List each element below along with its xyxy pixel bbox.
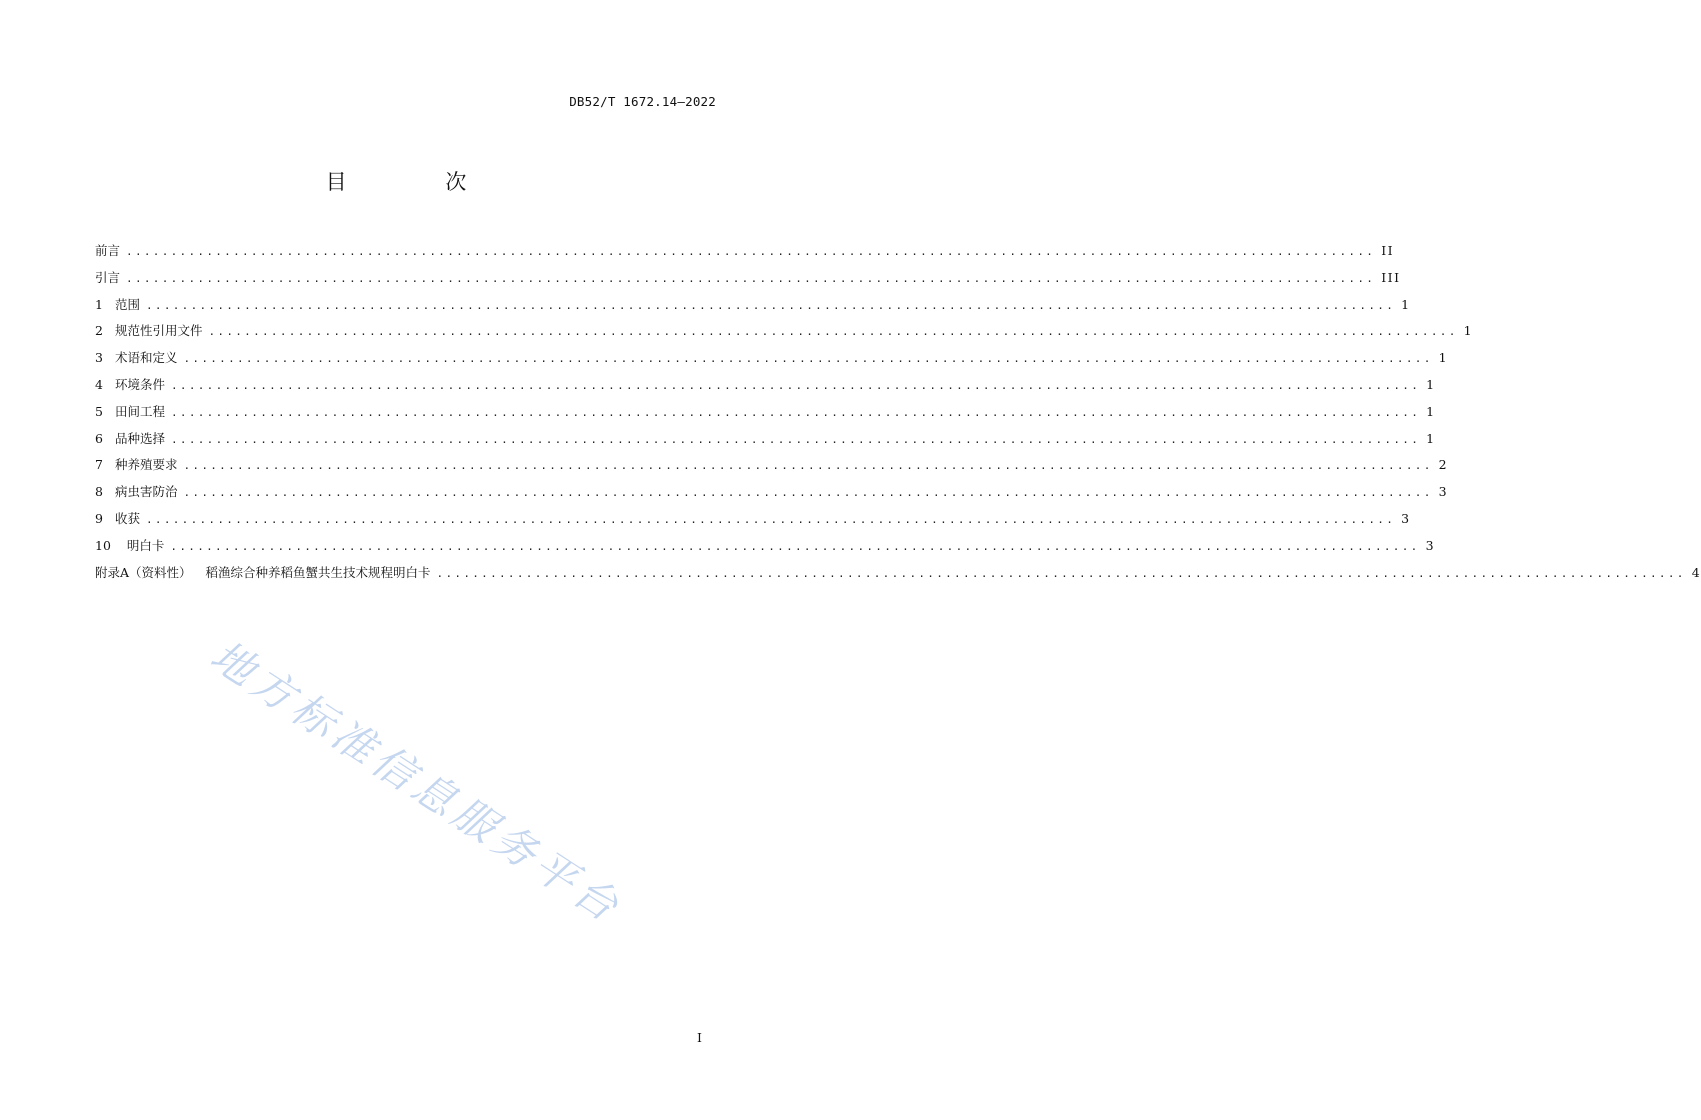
page-number: I: [697, 1030, 702, 1045]
toc-entry-page: 2: [1438, 457, 1449, 473]
toc-entry-page: 3: [1425, 537, 1436, 553]
toc-entry-introduction[interactable]: [95, 265, 1401, 292]
toc-entry-page: 1: [1426, 430, 1436, 446]
toc-entry-page: 3: [1438, 484, 1449, 500]
toc-entry-label: 引言: [95, 269, 121, 285]
toc-entry-label: 品种选择: [114, 430, 165, 446]
toc-entry-number: 5: [95, 403, 103, 419]
toc-leader-dots: ............................................................................................................................................: [145, 512, 1396, 526]
toc-entry-pest-control[interactable]: [95, 479, 1449, 506]
toc-entry-label: 明白卡: [126, 537, 165, 553]
toc-leader-dots: ............................................................................................................................................: [145, 298, 1396, 312]
toc-entry-scope[interactable]: [95, 292, 1411, 319]
toc-leader-dots: ............................................................................................................................................: [170, 405, 1421, 419]
toc-entry-page: III: [1381, 269, 1401, 285]
toc-entry-environment[interactable]: [95, 372, 1436, 399]
toc-leader-dots: ............................................................................................................................................: [170, 539, 1420, 553]
toc-leader-dots: ............................................................................................................................................: [183, 486, 1433, 500]
toc-entry-number: 3: [95, 350, 103, 366]
toc-entry-number: 4: [95, 376, 103, 392]
toc-entry-label: 前言: [95, 243, 121, 258]
toc-entry-number: 1: [95, 296, 103, 312]
document-code: DB52/T 1672.14—2022: [569, 94, 716, 109]
toc-entry-normative-references[interactable]: [95, 318, 1474, 345]
toc-entry-page: II: [1381, 243, 1395, 258]
toc-leader-dots: ............................................................................................................................................: [208, 325, 1458, 339]
toc-entry-terms[interactable]: [95, 345, 1449, 372]
table-of-contents: [95, 238, 1701, 586]
toc-leader-dots: ............................................................................................................................................: [436, 566, 1686, 580]
toc-entry-label: 环境条件: [114, 376, 165, 392]
toc-entry-label: 术语和定义: [114, 350, 178, 366]
toc-entry-label: 种养殖要求: [114, 457, 178, 473]
toc-entry-label: 范围: [114, 296, 140, 312]
toc-entry-number: 8: [95, 484, 103, 500]
watermark: 地方标准信息服务平台: [202, 630, 632, 934]
toc-entry-page: 1: [1438, 350, 1449, 366]
toc-entry-page: 1: [1463, 323, 1474, 339]
toc-leader-dots: ............................................................................................................................................: [126, 271, 1376, 285]
toc-entry-field-engineering[interactable]: [95, 399, 1436, 426]
toc-entry-farming-requirements[interactable]: [95, 452, 1449, 479]
toc-leader-dots: ............................................................................................................................................: [170, 378, 1421, 392]
toc-entry-page: 4: [1691, 564, 1701, 580]
toc-leader-dots: ............................................................................................................................................: [183, 459, 1433, 473]
toc-entry-number: 7: [95, 457, 103, 473]
toc-entry-label: 病虫害防治: [114, 484, 178, 500]
toc-entry-appendix-a[interactable]: [95, 560, 1701, 587]
toc-entry-number: 2: [95, 323, 103, 339]
toc-leader-dots: ............................................................................................................................................: [170, 432, 1421, 446]
toc-entry-variety-selection[interactable]: [95, 426, 1436, 453]
toc-appendix-prefix: 附录A（资料性）: [95, 564, 192, 580]
toc-entry-number: 10: [95, 537, 111, 553]
toc-entry-page: 1: [1426, 376, 1436, 392]
toc-entry-label: 田间工程: [114, 403, 165, 419]
toc-leader-dots: ............................................................................................................................................: [183, 352, 1433, 366]
toc-entry-page: 3: [1401, 510, 1411, 526]
toc-entry-page: 1: [1401, 296, 1411, 312]
toc-title: 目 次: [325, 170, 513, 194]
toc-entry-label: 规范性引用文件: [114, 323, 203, 339]
toc-leader-dots: ............................................................................................................................................: [126, 245, 1376, 258]
toc-entry-guide-card[interactable]: [95, 533, 1436, 560]
toc-entry-number: 9: [95, 510, 103, 526]
toc-entry-foreword[interactable]: [95, 238, 1395, 265]
toc-entry-label: 稻渔综合种养稻鱼蟹共生技术规程明白卡: [205, 564, 431, 580]
toc-entry-number: 6: [95, 430, 103, 446]
toc-entry-page: 1: [1426, 403, 1436, 419]
toc-entry-harvest[interactable]: [95, 506, 1411, 533]
toc-entry-label: 收获: [114, 510, 140, 526]
